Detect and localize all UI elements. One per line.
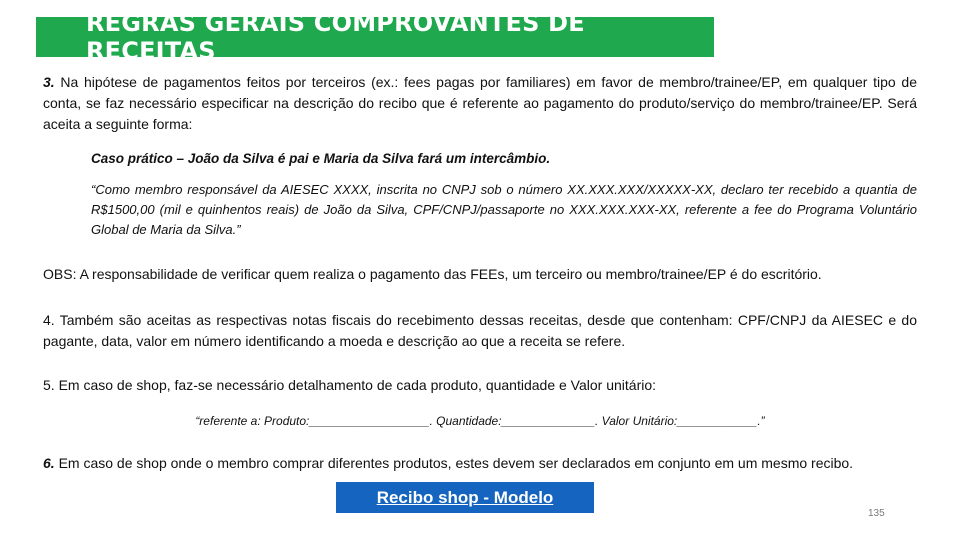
recibo-shop-modelo-button[interactable] — [336, 482, 594, 513]
item-3-text: Na hipótese de pagamentos feitos por terceiros (ex.: fees pagas por familiares) em favor de membro/trainee/EP, em qualquer tipo de conta, se faz necessário especificar na descrição do recibo que é referente ao pagamento do produto/serviço do membro/trainee/EP. Será aceita a seguinte forma: — [43, 74, 917, 132]
item-3-number: 3. — [43, 74, 55, 90]
recibo-shop-modelo-label: Recibo shop - Modelo — [376, 487, 554, 507]
item-6-paragraph — [43, 453, 917, 474]
item-6-text: Em caso de shop onde o membro comprar diferentes produtos, estes devem ser declarados em conjunto em um mesmo recibo. — [54, 455, 854, 471]
page-number: 135 — [868, 508, 885, 519]
case-title — [91, 149, 917, 169]
case-quote: “Como membro responsável da AIESEC XXXX, inscrita no CNPJ sob o número XX.XXX.XXX/XXXXX-XX, declaro ter recebido a quantia de R$1500,00 (mil e quinhentos reais) de João da Silva, CPF/CNPJ/passaporte no XXX.XXX.XXX-XX, referente a fee do Programa Voluntário Global de Maria da Silva.” — [91, 182, 917, 237]
case-title-text: Caso prático – João da Silva é pai e Maria da Silva fará um intercâmbio. — [91, 151, 551, 166]
page-title: REGRAS GERAIS COMPROVANTES DE RECEITAS — [86, 9, 585, 65]
item-3-paragraph — [43, 72, 917, 135]
obs-paragraph: OBS: A responsabilidade de verificar quem realiza o pagamento das FEEs, um terceiro ou membro/trainee/EP é do escritório. — [43, 266, 822, 282]
item-4-paragraph: 4. Também são aceitas as respectivas notas fiscais do recebimento dessas receitas, desde que contenham: CPF/CNPJ da AIESEC e do pagante, data, valor em número identificando a moeda e descrição ao que a receita se refere. — [43, 312, 917, 349]
item-6-number: 6. — [43, 455, 55, 471]
title-banner — [36, 9, 714, 65]
shop-template-line: “referente a: Produto:__________________. Quantidade:______________. Valor Unitário:____________.” — [195, 414, 765, 428]
item-5-paragraph: 5. Em caso de shop, faz-se necessário detalhamento de cada produto, quantidade e Valor unitário: — [43, 377, 657, 393]
